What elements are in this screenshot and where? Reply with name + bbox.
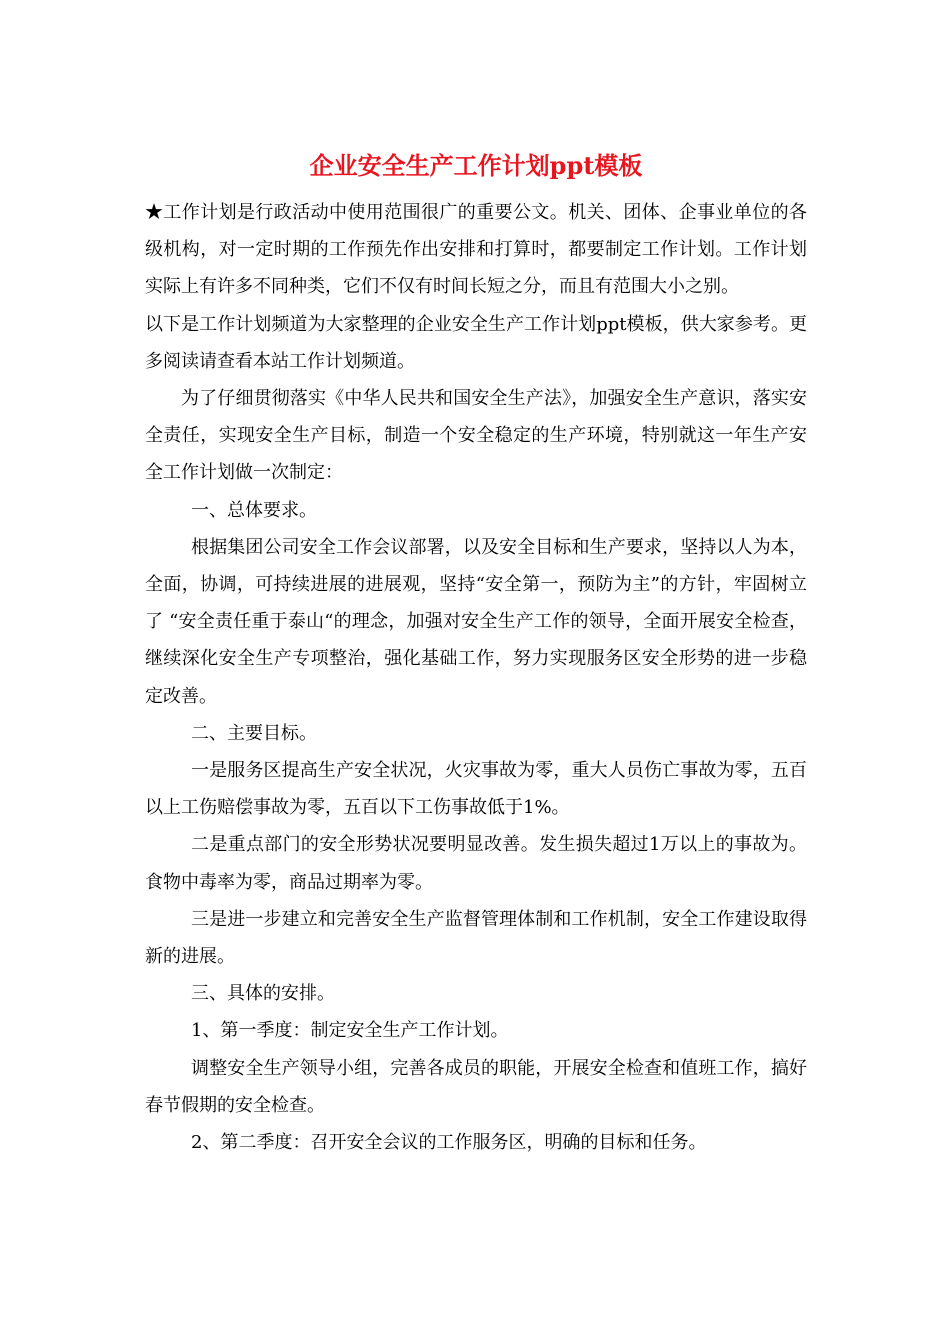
document-title: 企业安全生产工作计划ppt模板 [309,151,643,180]
paragraph: 调整安全生产领导小组，完善各成员的职能，开展安全检查和值班工作，搞好春节假期的安全检查。 [145,1057,807,1116]
paragraph: 一是服务区提高生产安全状况，火灾事故为零，重大人员伤亡事故为零，五百以上工伤赔偿事故为零，五百以下工伤事故低于1%。 [145,760,807,819]
paragraph: 二、主要目标。 [191,722,317,744]
document-page [145,146,807,1161]
paragraph: 三、具体的安排。 [191,983,335,1005]
paragraph: 二是重点部门的安全形势状况要明显改善。发生损失超过1万以上的事故为。食物中毒率为零，商品过期率为零。 [145,834,807,893]
paragraph: 根据集团公司安全工作会议部署，以及安全目标和生产要求，坚持以人为本，全面，协调，可持续进展的进展观，坚持“安全第一，预防为主”的方针，牢固树立了 “安全责任重于泰山“的理念，加强对安全生产工作的领导，全面开展安全检查，继续深化安全生产专项整治，强化基础工作，努力实现服务区安全形势的进一步稳定改善。 [145,536,807,707]
paragraph: 一、总体要求。 [191,499,317,521]
paragraph: ★工作计划是行政活动中使用范围很广的重要公文。机关、团体、企事业单位的各级机构，对一定时期的工作预先作出安排和打算时，都要制定工作计划。工作计划实际上有许多不同种类，它们不仅有时间长短之分，而且有范围大小之别。 [145,202,807,298]
paragraph: 1、第一季度：制定安全生产工作计划。 [191,1020,509,1042]
document-body [145,194,807,1161]
paragraph: 以下是工作计划频道为大家整理的企业安全生产工作计划ppt模板，供大家参考。更多阅读请查看本站工作计划频道。 [145,313,807,372]
paragraph: 三是进一步建立和完善安全生产监督管理体制和工作机制，安全工作建设取得新的进展。 [145,908,807,968]
paragraph: 为了仔细贯彻落实《中华人民共和国安全生产法》，加强安全生产意识，落实安全责任，实现安全生产目标，制造一个安全稳定的生产环境，特别就这一年生产安全工作计划做一次制定： [145,388,807,484]
paragraph: 2、第二季度：召开安全会议的工作服务区，明确的目标和任务。 [191,1132,707,1154]
